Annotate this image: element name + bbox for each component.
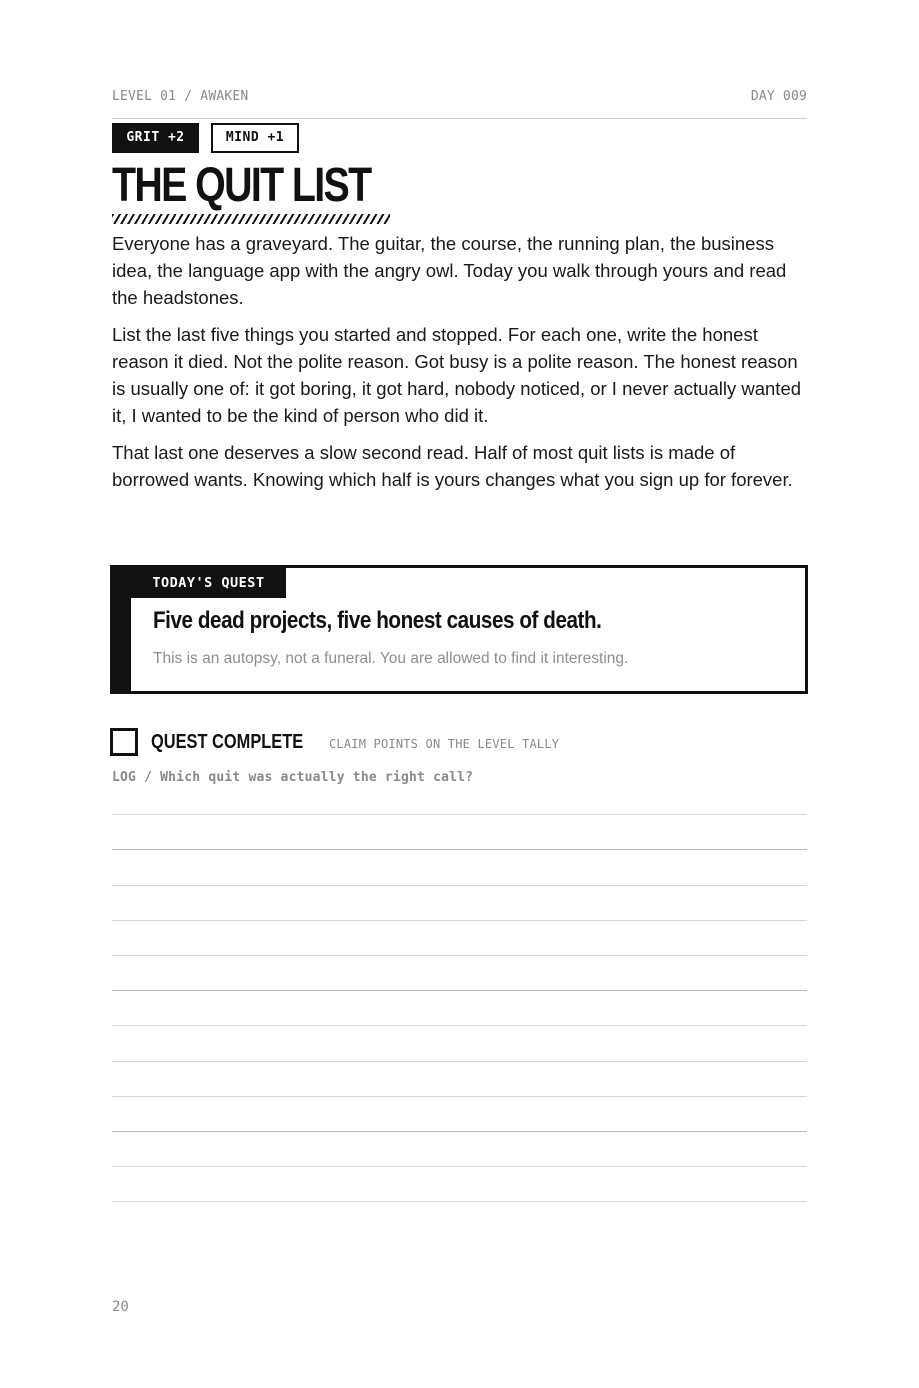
writing-line[interactable] <box>112 956 807 991</box>
page-header <box>112 89 807 105</box>
log-prompt: LOG / Which quit was actually the right call? <box>112 770 474 785</box>
writing-line[interactable] <box>112 1167 807 1202</box>
writing-line[interactable] <box>112 1062 807 1097</box>
quest-label: TODAY'S QUEST <box>131 568 286 598</box>
day-label: DAY 009 <box>750 89 807 104</box>
header-divider <box>112 118 807 119</box>
body-paragraph: That last one deserves a slow second read. Half of most quit lists is made of borrowed wants. Knowing which half is yours changes what you sign up for forever. <box>112 442 793 490</box>
title-hatch-underline <box>112 214 390 224</box>
mind-badge: MIND +1 <box>211 123 299 153</box>
page-number: 20 <box>112 1299 129 1315</box>
quest-title: Five dead projects, five honest causes of death. <box>153 607 602 634</box>
writing-line[interactable] <box>112 1026 807 1061</box>
writing-line[interactable] <box>112 921 807 956</box>
quest-accent-bar <box>113 568 131 691</box>
writing-line[interactable] <box>112 991 807 1026</box>
log-writing-lines[interactable] <box>112 780 807 1202</box>
grit-badge: GRIT +2 <box>112 123 199 153</box>
quest-subtitle: This is an autopsy, not a funeral. You are allowed to find it interesting. <box>153 650 629 667</box>
quest-complete-row <box>110 728 810 756</box>
quest-complete-label: QUEST COMPLETE <box>151 731 304 753</box>
body-text <box>112 230 812 503</box>
body-paragraph: Everyone has a graveyard. The guitar, the course, the running plan, the business idea, the language app with the angry owl. Today you walk through yours and read the headstones. <box>112 233 787 308</box>
writing-line[interactable] <box>112 850 807 885</box>
writing-line[interactable] <box>112 1132 807 1167</box>
page-title: THE QUIT LIST <box>112 159 371 212</box>
quest-complete-checkbox[interactable] <box>110 728 138 756</box>
writing-line[interactable] <box>112 886 807 921</box>
claim-points-note: CLAIM POINTS ON THE LEVEL TALLY <box>329 737 560 751</box>
writing-line[interactable] <box>112 1097 807 1132</box>
writing-line[interactable] <box>112 815 807 850</box>
body-paragraph: List the last five things you started and stopped. For each one, write the honest reason it died. Not the polite reason. Got busy is a polite reason. The honest reason is usually one of: it got boring, it got hard, nobody noticed, or I never actually wanted it, I wanted to be the kind of person who did it. <box>112 324 802 426</box>
quest-card <box>110 565 808 694</box>
writing-line[interactable] <box>112 780 807 815</box>
level-label: LEVEL 01 / AWAKEN <box>112 89 249 104</box>
